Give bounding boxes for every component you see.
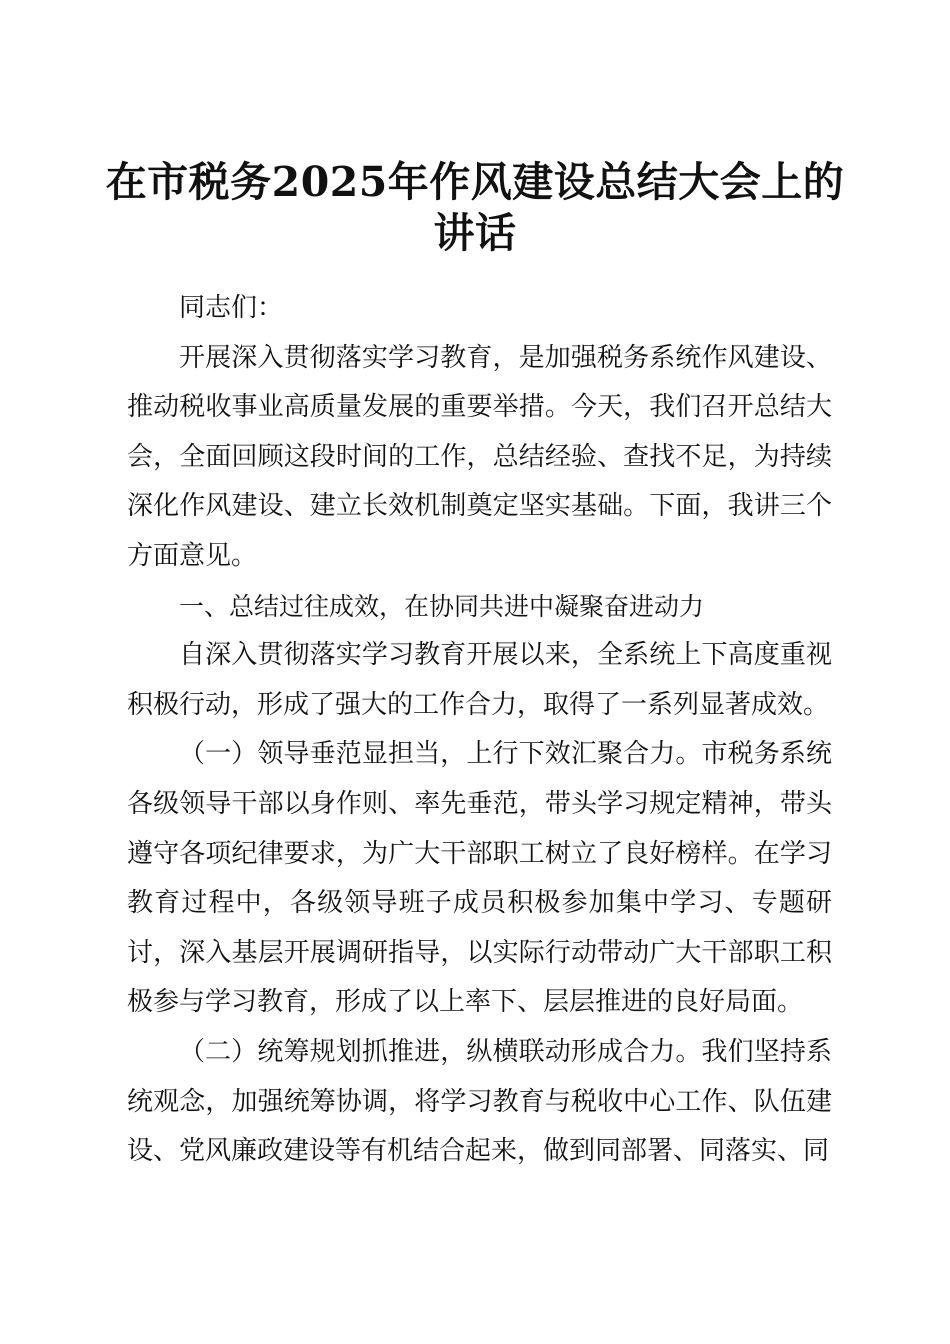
document-title: 在市税务2025年作风建设总结大会上的讲话 <box>105 158 845 257</box>
section-1-intro-paragraph: 自深入贯彻落实学习教育开展以来，全系统上下高度重视积极行动，形成了强大的工作合力，取得了一系列显著成效。 <box>127 640 832 720</box>
document-body <box>127 284 832 1177</box>
salutation: 同志们： <box>179 293 284 323</box>
intro-paragraph: 开展深入贯彻落实学习教育，是加强税务系统作风建设、推动税收事业高质量发展的重要举措。今天，我们召开总结大会，全面回顾这段时间的工作，总结经验、查找不足，为持续深化作风建设、建立长效机制奠定坚实基础。下面，我讲三个方面意见。 <box>127 342 832 571</box>
point-2-paragraph: （二）统筹规划抓推进，纵横联动形成合力。我们坚持系统观念，加强统筹协调，将学习教育与税收中心工作、队伍建设、党风廉政建设等有机结合起来，做到同部署、同落实、同 <box>127 1036 832 1167</box>
point-1-paragraph: （一）领导垂范显担当，上行下效汇聚合力。市税务系统各级领导干部以身作则、率先垂范，带头学习规定精神，带头遵守各项纪律要求，为广大干部职工树立了良好榜样。在学习教育过程中，各级领导班子成员积极参加集中学习、专题研讨，深入基层开展调研指导，以实际行动带动广大干部职工积极参与学习教育，形成了以上率下、层层推进的良好局面。 <box>127 739 832 1018</box>
section-heading-1: 一、总结过往成效，在协同共进中凝聚奋进动力 <box>179 591 705 621</box>
